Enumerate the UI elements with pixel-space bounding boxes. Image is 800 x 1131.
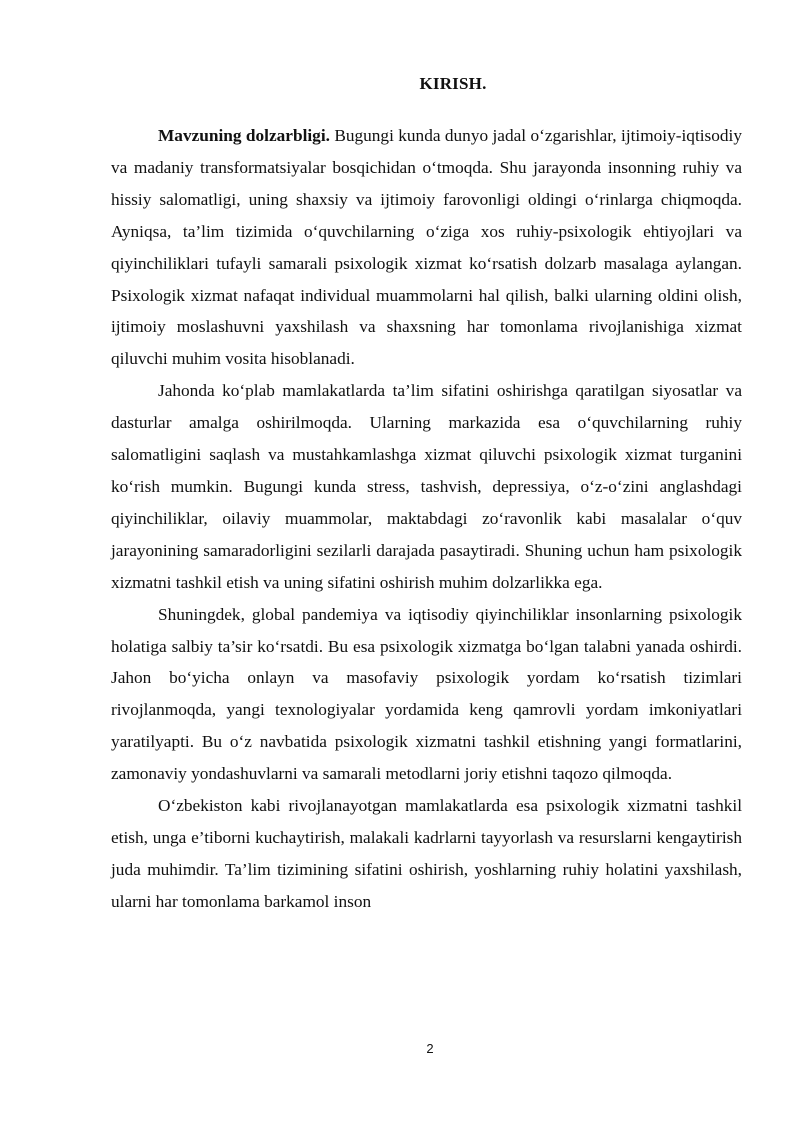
paragraph-pandemic xyxy=(111,599,742,790)
paragraph-relevance xyxy=(111,120,742,375)
paragraph-text: Bugungi kunda dunyo jadal o‘zgarishlar, ijtimoiy-iqtisodiy va madaniy transformatsiyalar bosqichidan o‘tmoqda. Shu jarayonda insonning ruhiy va hissiy salomatligi, uning shaxsiy va ijtimoiy farovonligi oldingi o‘rinlarga chiqmoqda. Ayniqsa, ta’lim tizimida o‘quvchilarning o‘ziga xos ruhiy-psixologik ehtiyojlari va qiyinchiliklari tufayli samarali psixologik xizmat ko‘rsatish dolzarb masalaga aylangan. Psixologik xizmat nafaqat individual muammolarni hal qilish, balki ularning oldini olish, ijtimoiy moslashuvni yaxshilash va shaxsning har tomonlama rivojlanishiga xizmat qiluvchi muhim vosita hisoblanadi. xyxy=(111,126,742,369)
paragraph-lead: Mavzuning dolzarbligi. xyxy=(158,126,330,145)
paragraph-text: Jahonda ko‘plab mamlakatlarda ta’lim sifatini oshirishga qaratilgan siyosatlar va dasturlar amalga oshirilmoqda. Ularning markazida esa o‘quvchilarning ruhiy salomatligini saqlash va mustahkamlashga xizmat qiluvchi psixologik xizmat turganini ko‘rish mumkin. Bugungi kunda stress, tashvish, depressiya, o‘z-o‘zini anglashdagi qiyinchiliklar, oilaviy muammolar, maktabdagi zo‘ravonlik kabi masalalar o‘quv jarayonining samaradorligini sezilarli darajada pasaytiradi. Shuning uchun ham psixologik xizmatni tashkil etish va uning sifatini oshirish muhim dolzarlikka ega. xyxy=(111,381,742,592)
paragraph-uzbekistan xyxy=(111,790,742,918)
paragraph-global-policy xyxy=(111,375,742,598)
section-title: KIRISH. xyxy=(419,74,487,93)
paragraph-text: Shuningdek, global pandemiya va iqtisodiy qiyinchiliklar insonlarning psixologik holatiga salbiy ta’sir ko‘rsatdi. Bu esa psixologik xizmatga bo‘lgan talabni yanada oshirdi. Jahon bo‘yicha onlayn va masofaviy psixologik yordam ko‘rsatish tizimlari rivojlanmoqda, yangi texnologiyalar yordamida keng qamrovli yordam imkoniyatlari yaratilyapti. Bu o‘z navbatida psixologik xizmatni tashkil etishning yangi formatlarini, zamonaviy yondashuvlarni va samarali metodlarni joriy etishni taqozo qilmoqda. xyxy=(111,604,742,784)
page-number: 2 xyxy=(426,1041,434,1056)
body-text xyxy=(111,120,742,918)
paragraph-text: O‘zbekiston kabi rivojlanayotgan mamlakatlarda esa psixologik xizmatni tashkil etish, unga e’tiborni kuchaytirish, malakali kadrlarni tayyorlash va resurslarni kengaytirish juda muhimdir. Ta’lim tizimining sifatini oshirish, yoshlarning ruhiy holatini yaxshilash, ularni har tomonlama barkamol inson xyxy=(111,796,742,911)
